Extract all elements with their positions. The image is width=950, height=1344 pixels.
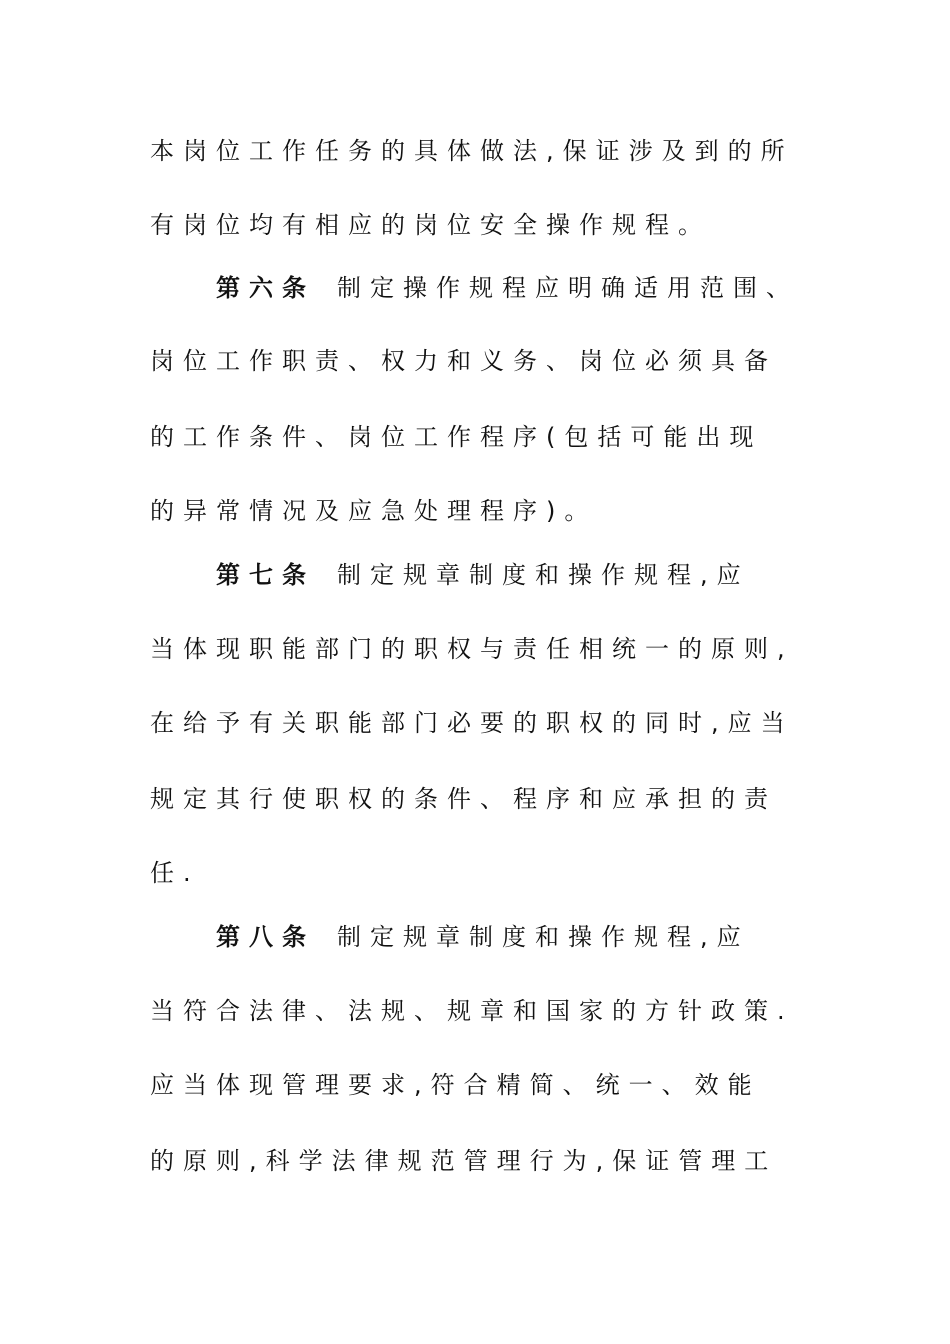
text-line [150,346,830,376]
line-text: 当体现职能部门的职权与责任相统一的原则, [150,635,794,663]
line-text: 制定规章制度和操作规程,应 [337,923,750,951]
text-line [150,1146,830,1176]
text-line [150,708,830,738]
line-text: 的异常情况及应急处理程序)。 [150,497,598,525]
text-line [150,496,830,526]
line-text: 任. [150,859,200,887]
text-line [150,422,830,452]
text-line [150,996,830,1026]
line-text: 本岗位工作任务的具体做法,保证涉及到的所 [150,137,794,165]
line-text: 的工作条件、岗位工作程序(包括可能出现 [150,423,763,451]
article-number: 第七条 [216,561,315,589]
article-heading-line [216,922,896,952]
article-number: 第八条 [216,923,315,951]
text-line [150,858,830,888]
text-line [150,634,830,664]
article-heading-line [216,273,896,303]
line-text: 岗位工作职责、权力和义务、岗位必须具备 [150,347,777,375]
text-line [150,1070,830,1100]
article-heading-line [216,560,896,590]
line-text: 的原则,科学法律规范管理行为,保证管理工 [150,1147,778,1175]
line-text: 制定操作规程应明确适用范围、 [337,274,799,302]
text-line [150,210,830,240]
text-line [150,136,830,166]
line-text: 应当体现管理要求,符合精简、统一、效能 [150,1071,761,1099]
line-text: 在给予有关职能部门必要的职权的同时,应当 [150,709,794,737]
text-line [150,784,830,814]
line-text: 规定其行使职权的条件、程序和应承担的责 [150,785,777,813]
line-text: 制定规章制度和操作规程,应 [337,561,750,589]
article-number: 第六条 [216,274,315,302]
line-text: 有岗位均有相应的岗位安全操作规程。 [150,211,711,239]
line-text: 当符合法律、法规、规章和国家的方针政策. [150,997,794,1025]
